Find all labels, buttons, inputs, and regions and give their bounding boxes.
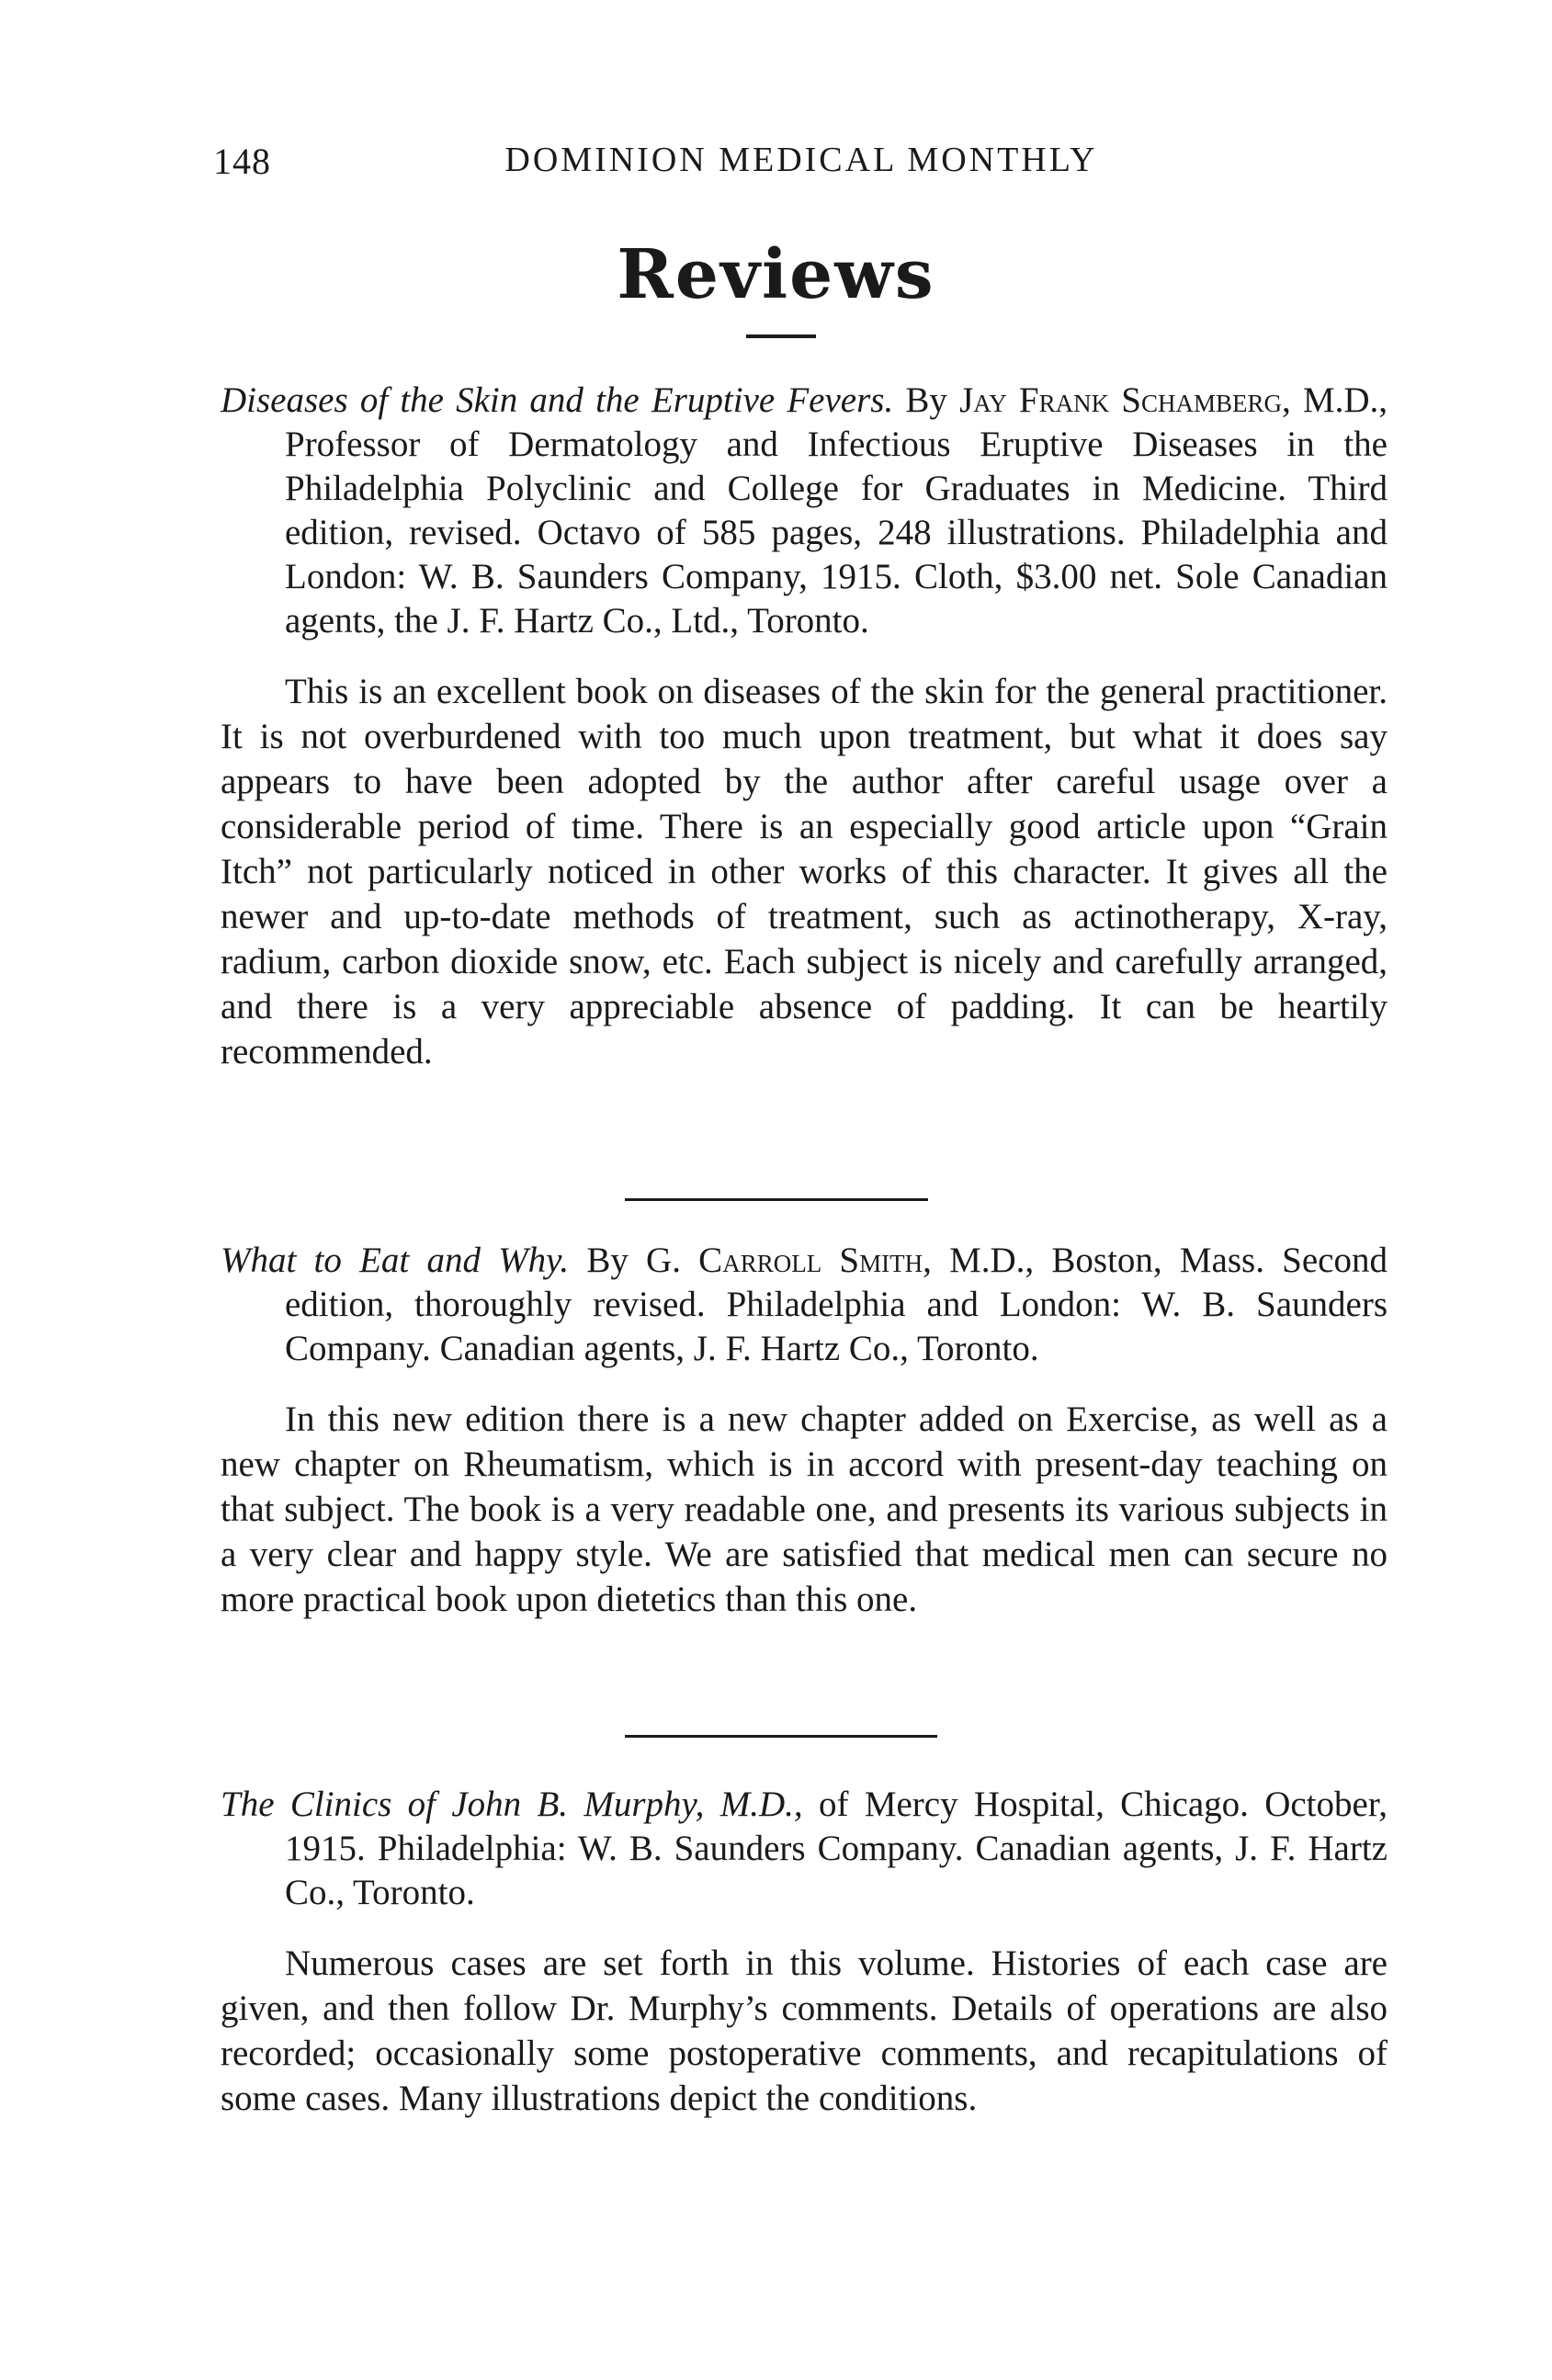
running-head [213, 140, 1389, 195]
review-body: In this new edition there is a new chapter added on Exercise, as well as a new chapter on Rheumatism, which is in accord with present-day teaching on that subject. The book is a very readable one, and presents its various subjects in a very clear and happy style. We are satisfied that medical men can secure no more practical book upon dietetics than this one. [221, 1400, 1388, 1619]
review-citation [221, 1239, 1388, 1371]
citation-details: M.D., Boston, Mass. Second edition, thoroughly revised. Philadelphia and London: W. B. Saunders Company. Canadian agents, J. F. Hartz Co., Toronto. [285, 1241, 1388, 1368]
citation-details: of Mercy Hospital, Chicago. October, 1915. Philadelphia: W. B. Saunders Company. Canadian agents, J. F. Hartz Co., Toronto. [285, 1785, 1388, 1912]
section-divider [625, 1735, 937, 1738]
book-author: G. Carroll Smith, [646, 1241, 932, 1280]
review-body: Numerous cases are set forth in this volume. Histories of each case are given, and then follow Dr. Murphy’s comments. Details of operations are also recorded; occasionally some postoperative comments, and recapitulations of some cases. Many illustrations depict the conditions. [221, 1944, 1388, 2118]
section-divider [625, 1198, 928, 1201]
citation-details: M.D., Professor of Dermatology and Infectious Eruptive Diseases in the Philadelphia Polyclinic and College for Graduates in Medicine. Third edition, revised. Octavo of 585 pages, 248 illustrations. Philadelphia and London: W. B. Saunders Company, 1915. Cloth, $3.00 net. Sole Canadian agents, the J. F. Hartz Co., Ltd., Toronto. [285, 380, 1388, 640]
book-title: The Clinics of John B. Murphy, M.D., [221, 1785, 803, 1824]
title-rule [746, 334, 816, 338]
review-2 [221, 1239, 1388, 1622]
citation-by: By [586, 1241, 629, 1280]
journal-title: DOMINION MEDICAL MONTHLY [504, 141, 1098, 179]
page-number: 148 [213, 141, 271, 182]
citation-by: By [905, 380, 947, 420]
book-title: Diseases of the Skin and the Eruptive Fevers. [221, 380, 894, 420]
review-1 [221, 379, 1388, 1074]
book-title: What to Eat and Why. [221, 1241, 570, 1280]
section-title: Reviews [617, 235, 935, 314]
review-3 [221, 1783, 1388, 2121]
book-author: Jay Frank Schamberg, [959, 380, 1291, 420]
review-citation [221, 379, 1388, 643]
review-body: This is an excellent book on diseases of the skin for the general practitioner. It is not overburdened with too much upon treatment, but what it does say appears to have been adopted by the author after careful usage over a considerable period of time. There is an especially good article upon “Grain Itch” not particularly noticed in other works of this character. It gives all the newer and up-to-date methods of treatment, such as actinotherapy, X-ray, radium, carbon dioxide snow, etc. Each subject is nicely and carefully arranged, and there is a very appreciable absence of padding. It can be heartily recommended. [221, 672, 1388, 1071]
review-citation [221, 1783, 1388, 1915]
